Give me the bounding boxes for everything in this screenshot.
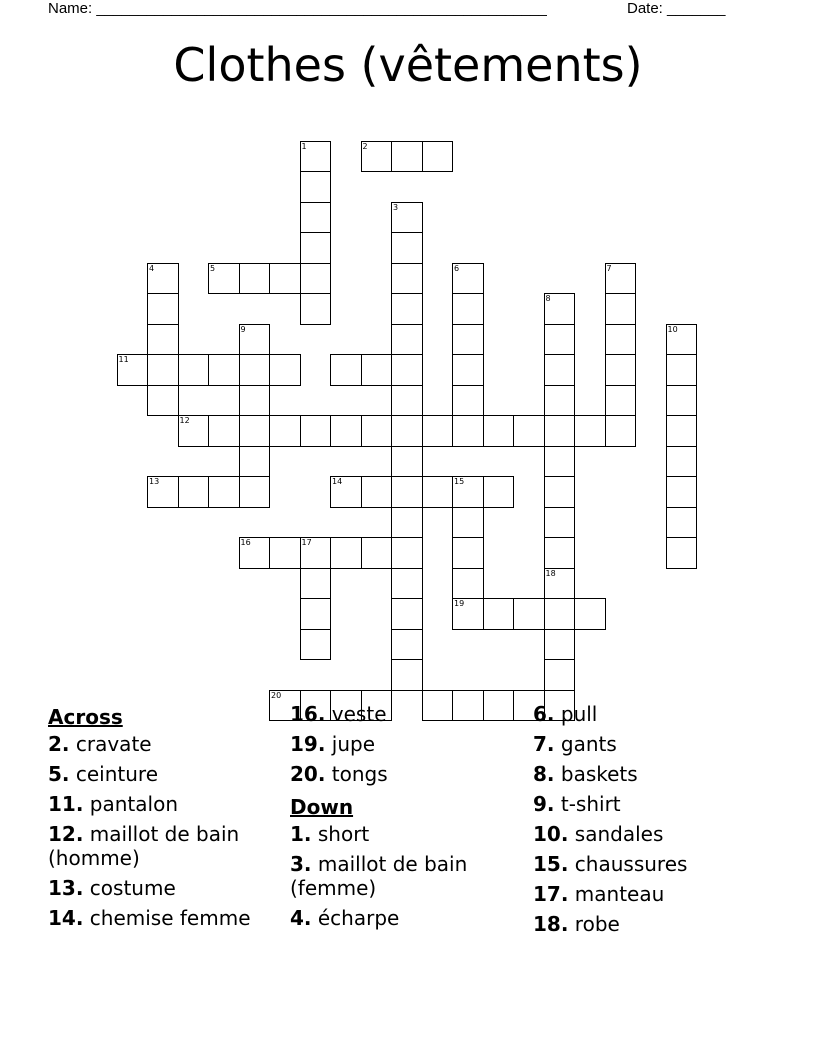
crossword-cell[interactable] [666,385,698,417]
crossword-cell[interactable] [452,537,484,569]
clue-number: 9 [240,324,246,334]
crossword-cell[interactable] [544,446,576,478]
crossword-cell[interactable] [269,263,301,295]
crossword-cell[interactable] [147,354,179,386]
clue-item [48,732,288,756]
clue-number: 14 [332,477,343,486]
crossword-cell[interactable] [666,415,698,447]
crossword-cell[interactable] [300,232,332,264]
crossword-cell[interactable] [300,263,332,295]
crossword-cell[interactable] [513,598,545,630]
crossword-cell[interactable] [452,354,484,386]
clue-item [290,822,530,846]
clue-item-text: pantalon [83,792,178,816]
clue-item-text: jupe [325,732,376,756]
crossword-cell[interactable] [147,263,179,295]
crossword-cell[interactable] [544,293,576,325]
crossword-cell[interactable] [178,354,210,386]
crossword-cell[interactable] [300,629,332,661]
clue-item [48,762,288,786]
clue-item-text: cravate [69,732,152,756]
crossword-cell[interactable] [300,598,332,630]
clue-item-number: 3. [290,852,312,876]
crossword-cell[interactable] [361,354,393,386]
clue-number: 16 [240,538,251,547]
clue-item-text: tongs [325,762,388,786]
clue-item-text: costume [83,876,176,900]
crossword-cell[interactable] [666,324,698,356]
clue-item-text: baskets [554,762,638,786]
crossword-cell[interactable] [391,507,423,539]
clue-number: 3 [393,202,399,212]
crossword-cell[interactable] [483,598,515,630]
crossword-cell[interactable] [605,354,637,386]
crossword-cell[interactable] [391,354,423,386]
crossword-cell[interactable] [391,385,423,417]
clue-item-text: manteau [568,882,665,906]
crossword-cell[interactable] [422,476,454,508]
clue-item [48,822,288,870]
clue-item-text: chemise femme [83,906,251,930]
crossword-cell[interactable] [208,263,240,295]
clue-item [48,792,288,816]
clue-number: 17 [301,538,312,547]
crossword-cell[interactable] [361,476,393,508]
clue-item [48,906,288,930]
crossword-cell[interactable] [544,537,576,569]
clue-number: 18 [545,568,556,578]
crossword-cell[interactable] [605,324,637,356]
crossword-cell[interactable] [452,568,484,600]
clue-number: 15 [454,477,465,486]
clue-item-text: maillot de bain (homme) [48,822,240,870]
crossword-cell[interactable] [269,537,301,569]
clue-item [533,822,773,846]
clue-item-number: 9. [533,792,555,816]
crossword-cell[interactable] [391,141,423,173]
crossword-cell[interactable] [574,415,606,447]
clue-item [533,912,773,936]
crossword-cell[interactable] [208,476,240,508]
clue-item [290,906,530,930]
crossword-cell[interactable] [666,446,698,478]
clue-number: 7 [606,263,612,273]
clue-item-text: écharpe [311,906,400,930]
crossword-cell[interactable] [239,415,271,447]
crossword-cell[interactable] [300,171,332,203]
crossword-cell[interactable] [605,415,637,447]
clue-item-number: 14. [48,906,84,930]
crossword-cell[interactable] [239,324,271,356]
crossword-cell[interactable] [391,476,423,508]
clue-item-text: chaussures [568,852,688,876]
crossword-cell[interactable] [666,476,698,508]
crossword-cell[interactable] [666,507,698,539]
clue-number: 20 [271,690,282,700]
crossword-cell[interactable] [300,293,332,325]
crossword-cell[interactable] [452,598,484,630]
clue-item-number: 2. [48,732,70,756]
clue-item-number: 10. [533,822,569,846]
crossword-cell[interactable] [178,415,210,447]
puzzle-title: Clothes (vêtements) [173,38,643,92]
clues-column-2 [290,702,530,936]
crossword-cell[interactable] [391,263,423,295]
crossword-cell[interactable] [239,476,271,508]
crossword-cell[interactable] [147,293,179,325]
crossword-cell[interactable] [666,354,698,386]
clue-item-number: 19. [290,732,326,756]
clue-item [533,792,773,816]
name-field-label: Name: ______________________________________________________ [48,0,547,17]
clue-item-text: pull [554,702,598,726]
clue-number: 13 [149,477,160,486]
crossword-cell[interactable] [513,415,545,447]
clues-column-3 [533,702,773,942]
crossword-cell[interactable] [666,537,698,569]
crossword-cell[interactable] [239,263,271,295]
crossword-cell[interactable] [544,598,576,630]
clue-item-text: veste [325,702,387,726]
clues-column-1 [48,702,288,936]
clue-item-number: 20. [290,762,326,786]
clue-item-text: maillot de bain (femme) [290,852,468,900]
crossword-cell[interactable] [391,415,423,447]
crossword-cell[interactable] [147,476,179,508]
crossword-cell[interactable] [300,202,332,234]
clue-item-text: t-shirt [554,792,621,816]
crossword-cell[interactable] [544,415,576,447]
crossword-cell[interactable] [147,324,179,356]
crossword-cell[interactable] [239,385,271,417]
clue-item [533,732,773,756]
crossword-cell[interactable] [544,507,576,539]
clue-item-text: sandales [568,822,664,846]
crossword-cell[interactable] [361,415,393,447]
crossword-cell[interactable] [544,324,576,356]
crossword-cell[interactable] [452,385,484,417]
across-heading: Across [48,705,123,729]
clue-number: 2 [362,141,368,151]
clue-number: 8 [545,294,551,303]
clue-number: 19 [454,599,465,608]
crossword-cell[interactable] [452,263,484,295]
clue-item-number: 1. [290,822,312,846]
crossword-cell[interactable] [483,415,515,447]
clue-item [290,702,530,726]
crossword-cell[interactable] [269,415,301,447]
crossword-cell[interactable] [300,141,332,173]
clue-item-text: robe [568,912,620,936]
crossword-cell[interactable] [391,598,423,630]
crossword-cell[interactable] [147,385,179,417]
clue-item-number: 4. [290,906,312,930]
clue-item [533,882,773,906]
clue-item-text: short [311,822,370,846]
crossword-cell[interactable] [208,415,240,447]
clue-number: 5 [210,263,216,273]
crossword-cell[interactable] [178,476,210,508]
crossword-cell[interactable] [452,293,484,325]
crossword-cell[interactable] [544,659,576,691]
date-field-label: Date: _______ [627,0,726,17]
clue-item-number: 12. [48,822,84,846]
crossword-cell[interactable] [330,476,362,508]
crossword-cell[interactable] [483,476,515,508]
crossword-cell[interactable] [544,629,576,661]
clue-number: 12 [179,416,190,425]
crossword-cell[interactable] [452,507,484,539]
clue-number: 11 [118,355,129,364]
clue-item-number: 13. [48,876,84,900]
crossword-cell[interactable] [239,446,271,478]
crossword-cell[interactable] [544,385,576,417]
crossword-cell[interactable] [208,354,240,386]
clue-item-number: 6. [533,702,555,726]
clue-item-number: 7. [533,732,555,756]
crossword-cell[interactable] [361,141,393,173]
clue-item [290,762,530,786]
crossword-cell[interactable] [391,629,423,661]
crossword-cell[interactable] [391,232,423,264]
crossword-cell[interactable] [300,568,332,600]
crossword-cell[interactable] [544,354,576,386]
clue-number: 1 [301,141,307,151]
clue-item-number: 15. [533,852,569,876]
crossword-cell[interactable] [117,354,149,386]
clue-item [48,876,288,900]
clue-item-text: gants [554,732,617,756]
crossword-cell[interactable] [269,354,301,386]
crossword-cell[interactable] [452,476,484,508]
crossword-cell[interactable] [422,415,454,447]
crossword-cell[interactable] [544,568,576,600]
crossword-cell[interactable] [452,324,484,356]
crossword-cell[interactable] [544,476,576,508]
crossword-cell[interactable] [605,385,637,417]
clue-item-number: 17. [533,882,569,906]
clue-number: 10 [667,324,678,334]
crossword-cell[interactable] [422,141,454,173]
clue-item-text: ceinture [69,762,159,786]
crossword-cell[interactable] [330,415,362,447]
clue-item [533,852,773,876]
crossword-cell[interactable] [391,568,423,600]
crossword-cell[interactable] [391,446,423,478]
clue-item [533,702,773,726]
crossword-cell[interactable] [391,324,423,356]
down-heading: Down [290,795,354,819]
clue-item-number: 16. [290,702,326,726]
crossword-cell[interactable] [391,202,423,234]
clue-number: 6 [454,263,460,273]
clue-item [533,762,773,786]
crossword-cell[interactable] [605,263,637,295]
crossword-cell[interactable] [391,659,423,691]
clue-item [290,732,530,756]
clue-item-number: 5. [48,762,70,786]
crossword-cell[interactable] [452,415,484,447]
crossword-cell[interactable] [391,537,423,569]
crossword-cell[interactable] [300,415,332,447]
crossword-cell[interactable] [391,293,423,325]
crossword-cell[interactable] [239,354,271,386]
crossword-cell[interactable] [330,354,362,386]
crossword-cell[interactable] [330,537,362,569]
crossword-cell[interactable] [574,598,606,630]
clue-item-number: 8. [533,762,555,786]
crossword-cell[interactable] [605,293,637,325]
clue-item [290,852,530,900]
clue-item-number: 18. [533,912,569,936]
clue-number: 4 [149,263,155,273]
crossword-cell[interactable] [239,537,271,569]
crossword-cell[interactable] [300,537,332,569]
clue-item-number: 11. [48,792,84,816]
crossword-cell[interactable] [361,537,393,569]
